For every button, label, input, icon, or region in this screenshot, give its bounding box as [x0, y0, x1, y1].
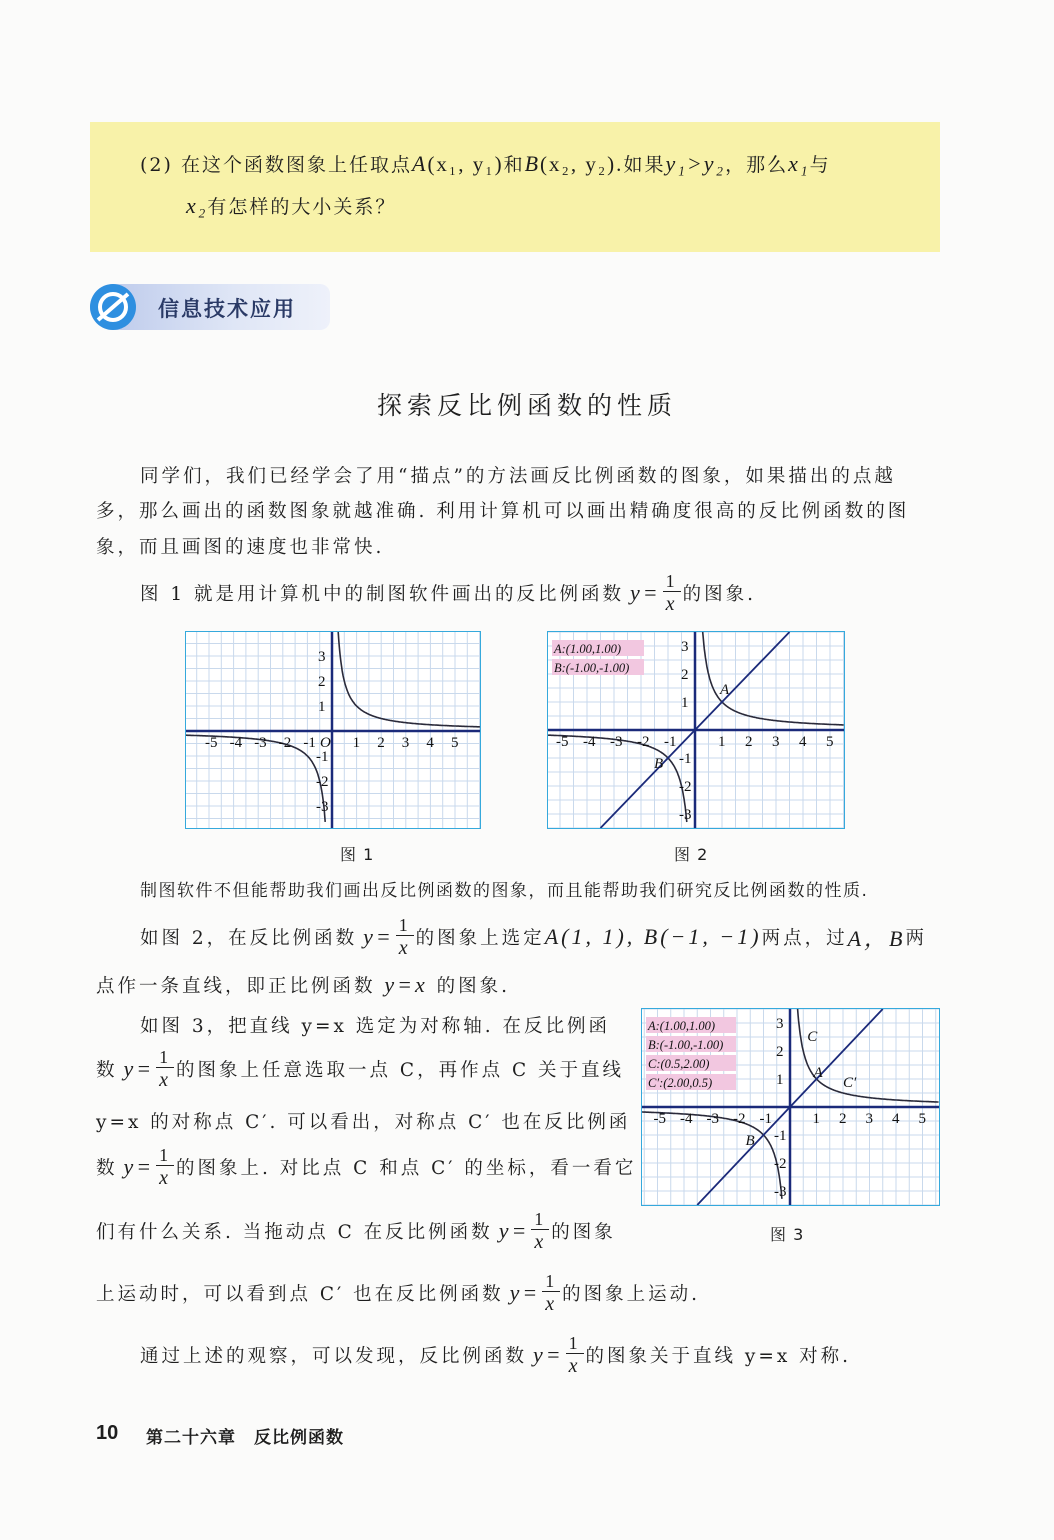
point-label-C2: C′ — [843, 1075, 857, 1091]
point-label-B: B — [745, 1133, 755, 1149]
x-tick-label: 1 — [812, 1111, 820, 1127]
point-label-A: A — [813, 1065, 823, 1081]
para-5: 通过上述的观察，可以发现，反比例函数 y= $\frac{1}{x}$ 的图象关于直线 y=x 对称. — [140, 1333, 852, 1377]
figure-3-caption: 图 3 — [770, 1225, 805, 1244]
banner-title: 信息技术应用 — [158, 297, 296, 321]
question-line-2: x₂有怎样的大小关系？ — [186, 193, 397, 218]
x-tick-label: 5 — [918, 1111, 926, 1127]
x-tick-label: -2 — [733, 1111, 746, 1127]
x-tick-label: 4 — [892, 1111, 900, 1127]
para-4-line-1: 如图 3，把直线 y=x 选定为对称轴. 在反比例函 — [140, 1016, 611, 1037]
point-label-C: C — [807, 1029, 818, 1045]
coord-label: B:(-1.00,-1.00) — [554, 661, 630, 675]
para-4-line-6: 上运动时，可以看到点 C′ 也在反比例函数 y= $\frac{1}{x}$ 的图象上运动. — [96, 1271, 701, 1315]
x-tick-label: -3 — [254, 735, 267, 751]
coord-label: A:(1.00,1.00) — [554, 642, 621, 656]
figure-2 — [547, 631, 845, 829]
intro-line-1: 同学们，我们已经学会了用“描点”的方法画反比例函数的图象，如果描出的点越 — [140, 466, 896, 487]
x-tick-label: -5 — [653, 1111, 666, 1127]
x-tick-label: -1 — [664, 734, 677, 750]
para-4-line-3: y=x 的对称点 C′. 可以看出，对称点 C′ 也在反比例函 — [96, 1112, 631, 1133]
y-tick-label: 3 — [776, 1016, 784, 1032]
y-tick-label: -3 — [679, 807, 692, 823]
section-title: 探索反比例函数的性质 — [376, 391, 677, 420]
y-tick-label: 1 — [318, 699, 326, 715]
intro-line-2: 多，那么画出的函数图象就越准确. 利用计算机可以画出精确度很高的反比例函数的图 — [96, 501, 910, 522]
question-box — [90, 122, 940, 252]
para-2: 制图软件不但能帮助我们画出反比例函数的图象，而且能帮助我们研究反比例函数的性质. — [140, 881, 869, 901]
x-tick-label: 4 — [426, 735, 434, 751]
hyperbola-branch-q1 — [338, 632, 480, 727]
x-tick-label: -4 — [229, 735, 243, 751]
para-3-line-1: 如图 2，在反比例函数 y= $\frac{1}{x}$ 的图象上选定 A(1, 1), B(−1, −1) 两点，过 A，B 两 — [140, 915, 927, 959]
y-tick-label: -1 — [774, 1128, 787, 1144]
page-number: 10 — [96, 1422, 119, 1444]
x-tick-label: -2 — [637, 734, 650, 750]
figure-1-caption: 图 1 — [340, 845, 375, 864]
y-tick-label: -1 — [316, 749, 329, 765]
x-tick-label: 1 — [352, 735, 361, 751]
x-tick-label: -1 — [303, 735, 316, 751]
chapter-title: 第二十六章 反比例函数 — [146, 1428, 344, 1448]
para-4-line-2: 数 y= $\frac{1}{x}$ 的图象上任意选取一点 C，再作点 C 关于直线 — [96, 1047, 624, 1091]
x-tick-label: -2 — [278, 735, 292, 751]
x-tick-label: 2 — [377, 735, 385, 751]
x-tick-label: 5 — [826, 734, 834, 750]
y-tick-label: 2 — [318, 674, 326, 690]
x-tick-label: 1 — [718, 734, 726, 750]
figure-3 — [641, 1008, 940, 1206]
x-tick-label: 4 — [799, 734, 807, 750]
y-tick-label: 3 — [681, 639, 689, 655]
x-tick-label: -3 — [610, 734, 623, 750]
para-4-line-4: 数 y= $\frac{1}{x}$ 的图象上. 对比点 C 和点 C′ 的坐标，看一看它 — [96, 1145, 637, 1189]
fraction-1-over-x: $\frac{1}{x}$ — [663, 572, 681, 614]
x-tick-label: -4 — [583, 734, 596, 750]
x-tick-label: 5 — [451, 735, 459, 751]
y-tick-label: -1 — [679, 751, 692, 767]
x-tick-label: -5 — [205, 735, 218, 751]
y-tick-label: -2 — [679, 779, 692, 795]
y-tick-label: 1 — [681, 695, 689, 711]
x-tick-label: 2 — [745, 734, 753, 750]
x-tick-label: -4 — [680, 1111, 693, 1127]
origin-label: O — [320, 735, 331, 751]
x-tick-label: 3 — [772, 734, 780, 750]
coord-label: B:(-1.00,-1.00) — [648, 1038, 724, 1052]
para-4-line-5: 们有什么关系. 当拖动点 C 在反比例函数 y= $\frac{1}{x}$ 的图象 — [96, 1209, 616, 1253]
y-tick-label: -2 — [774, 1156, 787, 1172]
x-tick-label: -3 — [706, 1111, 719, 1127]
y-tick-label: -2 — [316, 774, 329, 790]
x-tick-label: -5 — [556, 734, 569, 750]
x-tick-label: 2 — [839, 1111, 847, 1127]
para-3-line-2: 点作一条直线，即正比例函数 y=x 的图象. — [96, 972, 511, 997]
figure-1 — [185, 631, 481, 829]
y-tick-label: 2 — [776, 1044, 784, 1060]
y-tick-label: -3 — [774, 1184, 787, 1200]
intro-line-3: 象，而且画图的速度也非常快. — [96, 537, 385, 558]
coord-label: C′:(2.00,0.5) — [648, 1076, 713, 1090]
point-label-B: B — [654, 756, 664, 772]
y-tick-label: -3 — [316, 799, 329, 815]
figure-1-graph — [186, 632, 480, 828]
point-label-A: A — [720, 682, 730, 698]
figure-3-graph — [642, 1009, 939, 1205]
figure-2-graph — [548, 632, 844, 828]
coord-label: C:(0.5,2.00) — [648, 1057, 710, 1071]
y-tick-label: 1 — [776, 1072, 784, 1088]
coord-label: A:(1.00,1.00) — [648, 1019, 715, 1033]
x-tick-label: 3 — [401, 735, 410, 751]
figure-2-caption: 图 2 — [674, 845, 709, 864]
x-tick-label: -1 — [759, 1111, 772, 1127]
fig1-intro: 图 1 就是用计算机中的制图软件画出的反比例函数 y= $\frac{1}{x}$ 的图象. — [140, 571, 756, 615]
info-tech-icon — [90, 284, 136, 330]
x-tick-label: 3 — [865, 1111, 873, 1127]
y-tick-label: 3 — [318, 649, 326, 665]
y-tick-label: 2 — [681, 667, 689, 683]
question-line-1: (2) 在这个函数图象上任取点A(x₁, y₁)和B(x₂, y₂).如果y₁>y₂，那么x₁与 — [140, 151, 831, 176]
